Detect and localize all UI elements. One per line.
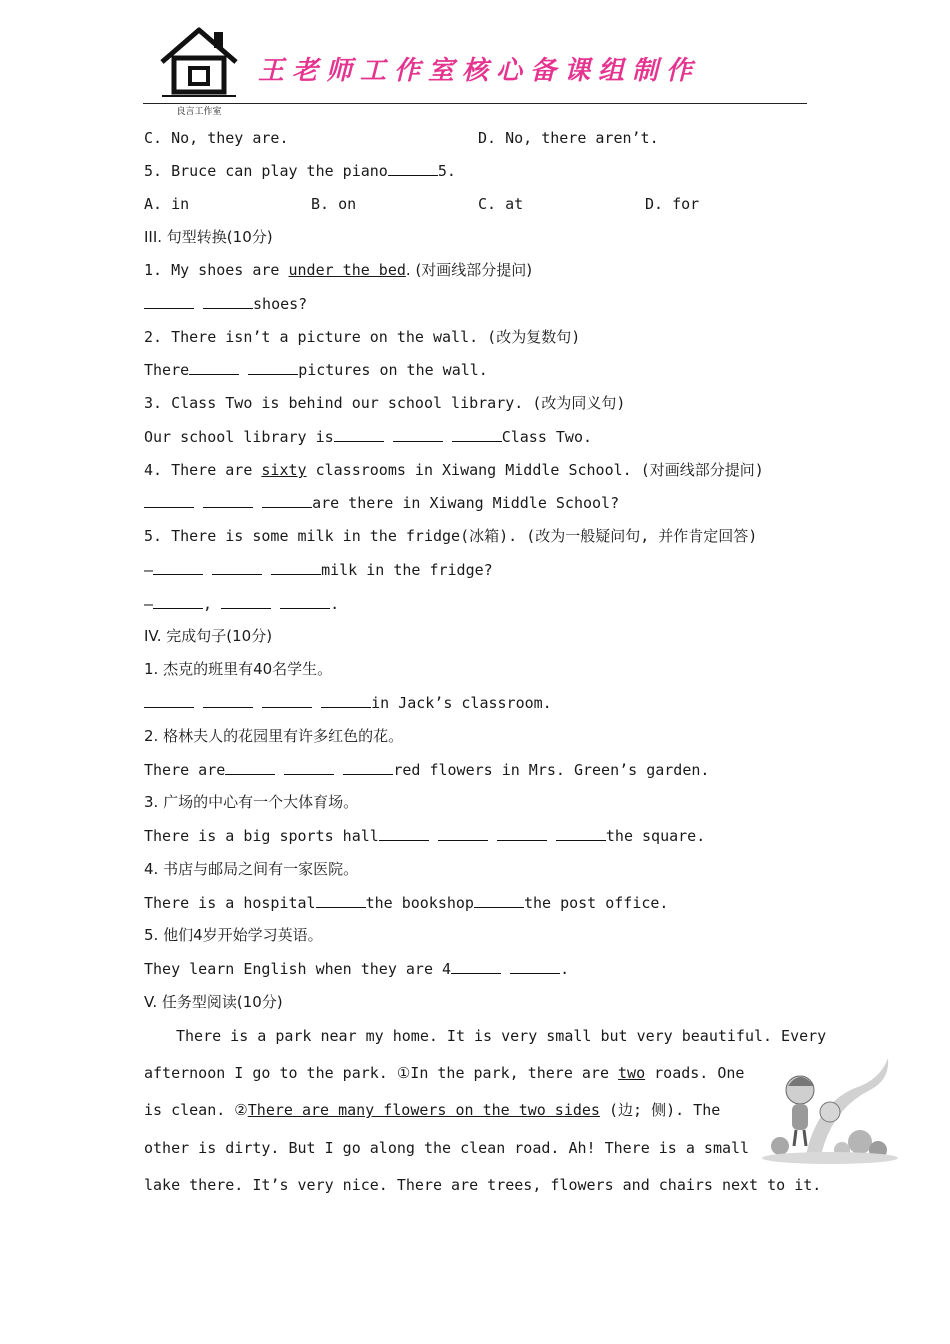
answer-blank[interactable] bbox=[556, 826, 606, 841]
answer-blank[interactable] bbox=[153, 594, 203, 609]
answer-blank[interactable] bbox=[474, 893, 524, 908]
answer-blank[interactable] bbox=[189, 360, 239, 375]
reading-line-5: lake there. It’s very nice. There are trees, flowers and chairs next to it. bbox=[144, 1176, 822, 1194]
answer-blank[interactable] bbox=[284, 760, 334, 775]
answer-blank[interactable] bbox=[510, 959, 560, 974]
header bbox=[150, 20, 810, 117]
answer-blank[interactable] bbox=[452, 427, 502, 442]
answer-4-1: in Jack’s classroom. bbox=[144, 693, 552, 713]
answer-blank[interactable] bbox=[212, 560, 262, 575]
answer-blank[interactable] bbox=[225, 760, 275, 775]
answer-blank[interactable] bbox=[203, 693, 253, 708]
house-icon bbox=[158, 24, 240, 102]
question-4-1: 1. 杰克的班里有40名学生。 bbox=[144, 660, 333, 678]
answer-3-1: shoes? bbox=[144, 294, 307, 314]
answer-blank[interactable] bbox=[451, 959, 501, 974]
underlined-sentence: There are many flowers on the two sides bbox=[247, 1101, 600, 1119]
answer-3-3: Our school library is Class Two. bbox=[144, 428, 593, 446]
answer-blank[interactable] bbox=[153, 560, 203, 575]
answer-4-4: There is a hospital the bookshop the post office. bbox=[144, 894, 669, 912]
answer-4-5: They learn English when they are 4 . bbox=[144, 960, 570, 978]
question-4-2: 2. 格林夫人的花园里有许多红色的花。 bbox=[144, 727, 404, 745]
underlined-phrase: sixty bbox=[261, 461, 307, 479]
question-3-3: 3. Class Two is behind our school library. (改为同义句) bbox=[144, 394, 626, 412]
answer-blank[interactable] bbox=[248, 360, 298, 375]
option-5c: C. at bbox=[478, 195, 524, 213]
question-2-5: 5. Bruce can play the piano 5. bbox=[144, 162, 456, 180]
question-4-4: 4. 书店与邮局之间有一家医院。 bbox=[144, 860, 359, 878]
underlined-phrase: under the bed bbox=[288, 261, 406, 279]
underlined-word: two bbox=[618, 1064, 646, 1082]
reading-line-3: is clean. ②There are many flowers on the two sides (边; 侧). The bbox=[144, 1101, 721, 1119]
reading-line-4: other is dirty. But I go along the clean road. Ah! There is a small bbox=[144, 1139, 750, 1157]
answer-blank[interactable] bbox=[144, 493, 194, 508]
section-5-title: V. 任务型阅读(10分) bbox=[144, 993, 283, 1011]
option-5a: A. in bbox=[144, 195, 190, 213]
answer-blank[interactable] bbox=[203, 493, 253, 508]
answer-blank[interactable] bbox=[262, 493, 312, 508]
answer-3-4: are there in Xiwang Middle School? bbox=[144, 493, 619, 513]
option-4d: D. No, there aren’t. bbox=[478, 129, 659, 147]
answer-blank[interactable] bbox=[497, 826, 547, 841]
answer-blank[interactable] bbox=[144, 294, 194, 309]
answer-blank[interactable] bbox=[393, 427, 443, 442]
answer-blank[interactable] bbox=[271, 560, 321, 575]
reading-line-2: afternoon I go to the park. ①In the park, there are two roads. One bbox=[144, 1064, 745, 1082]
header-divider bbox=[143, 103, 807, 104]
answer-blank[interactable] bbox=[321, 693, 371, 708]
logo-caption: 良言工作室 bbox=[176, 107, 222, 117]
answer-blank[interactable] bbox=[343, 760, 393, 775]
answer-blank[interactable] bbox=[144, 693, 194, 708]
question-4-3: 3. 广场的中心有一个大体育场。 bbox=[144, 793, 359, 811]
header-banner: 王老师工作室核心备课组制作 bbox=[258, 56, 701, 86]
option-5d: D. for bbox=[645, 195, 700, 213]
question-3-2: 2. There isn’t a picture on the wall. (改为复数句) bbox=[144, 328, 581, 346]
option-5b: B. on bbox=[311, 195, 357, 213]
section-4-title: IV. 完成句子(10分) bbox=[144, 627, 273, 645]
answer-blank[interactable] bbox=[379, 826, 429, 841]
girl-with-flowers-illustration bbox=[760, 1050, 900, 1165]
question-4-5: 5. 他们4岁开始学习英语。 bbox=[144, 926, 323, 944]
answer-blank[interactable] bbox=[334, 427, 384, 442]
question-3-1: 1. My shoes are under the bed. (对画线部分提问) bbox=[144, 261, 533, 279]
answer-4-3: There is a big sports hall the square. bbox=[144, 827, 706, 845]
answer-blank[interactable] bbox=[316, 893, 366, 908]
answer-blank[interactable] bbox=[280, 594, 330, 609]
answer-blank[interactable] bbox=[221, 594, 271, 609]
answer-3-5-question: — milk in the fridge? bbox=[144, 561, 493, 579]
option-4c: C. No, they are. bbox=[144, 129, 289, 147]
section-3-title: III. 句型转换(10分) bbox=[144, 228, 273, 246]
answer-blank[interactable] bbox=[262, 693, 312, 708]
reading-line-1: There is a park near my home. It is very small but very beautiful. Every bbox=[176, 1027, 827, 1045]
answer-4-2: There are red flowers in Mrs. Green’s garden. bbox=[144, 761, 710, 779]
question-3-5: 5. There is some milk in the fridge(冰箱). (改为一般疑问句, 并作肯定回答) bbox=[144, 527, 758, 545]
answer-blank[interactable] bbox=[438, 826, 488, 841]
answer-3-2: There pictures on the wall. bbox=[144, 361, 488, 379]
answer-blank[interactable] bbox=[388, 161, 438, 176]
answer-3-5-reply: — , . bbox=[144, 595, 340, 613]
answer-blank[interactable] bbox=[203, 294, 253, 309]
question-3-4: 4. There are sixty classrooms in Xiwang Middle School. (对画线部分提问) bbox=[144, 461, 764, 479]
